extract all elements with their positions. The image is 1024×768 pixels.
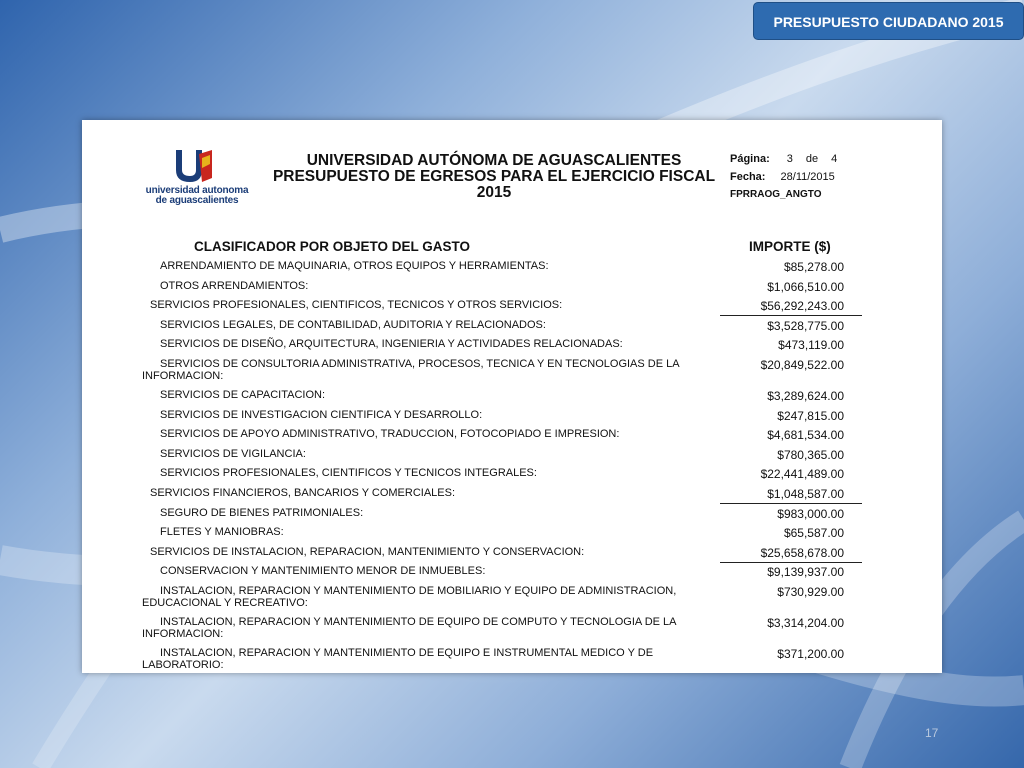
table-row xyxy=(82,645,942,673)
row-description: OTROS ARRENDAMIENTOS: xyxy=(160,279,309,292)
university-emblem-icon xyxy=(172,148,222,184)
row-amount: $1,066,510.00 xyxy=(767,279,844,294)
presentation-title-badge: PRESUPUESTO CIUDADANO 2015 xyxy=(753,2,1024,40)
row-amount: $9,139,937.00 xyxy=(767,565,844,580)
page-value: 3 xyxy=(786,153,793,165)
university-logo xyxy=(138,148,256,210)
row-description xyxy=(142,615,800,640)
row-description: SERVICIOS DE VIGILANCIA: xyxy=(160,447,306,460)
table-row xyxy=(82,297,942,317)
row-description-line1: INSTALACION, REPARACION Y MANTENIMIENTO DE EQUIPO DE COMPUTO Y TECNOLOGIA DE LA xyxy=(160,615,677,628)
row-amount: $371,200.00 xyxy=(777,646,844,661)
row-amount: $983,000.00 xyxy=(777,506,844,521)
table-row xyxy=(82,505,942,525)
row-amount: $473,119.00 xyxy=(778,338,844,353)
row-amount: $247,815.00 xyxy=(777,408,844,423)
row-amount: $20,849,522.00 xyxy=(760,357,844,372)
row-description: CONSERVACION Y MANTENIMIENTO MENOR DE INMUEBLES: xyxy=(160,565,486,578)
row-description: SERVICIOS DE INSTALACION, REPARACION, MANTENIMIENTO Y CONSERVACION: xyxy=(150,545,585,558)
table-row xyxy=(82,524,942,544)
table-row xyxy=(82,426,942,446)
date-label: Fecha: xyxy=(730,171,766,183)
budget-rows xyxy=(82,258,942,673)
row-description: SERVICIOS LEGALES, DE CONTABILIDAD, AUDITORIA Y RELACIONADOS: xyxy=(160,318,546,331)
row-description-line1: SERVICIOS DE CONSULTORIA ADMINISTRATIVA, PROCESOS, TECNICA Y EN TECNOLOGIAS DE LA xyxy=(160,357,680,370)
row-description-line1: INSTALACION, REPARACION Y MANTENIMIENTO DE EQUIPO E INSTRUMENTAL MEDICO Y DE xyxy=(160,646,654,659)
title-line: 2015 xyxy=(476,184,512,201)
row-amount: $1,048,587.00 xyxy=(720,487,862,504)
row-amount: $4,681,534.00 xyxy=(767,428,844,443)
page-total: 4 xyxy=(831,153,838,165)
row-description xyxy=(142,357,800,382)
table-row xyxy=(82,278,942,298)
row-description: SERVICIOS PROFESIONALES, CIENTIFICOS, TECNICOS Y OTROS SERVICIOS: xyxy=(150,299,563,312)
table-row xyxy=(82,465,942,485)
row-amount: $3,528,775.00 xyxy=(767,318,844,333)
document-title xyxy=(252,153,736,201)
row-amount: $22,441,489.00 xyxy=(760,467,844,482)
table-row xyxy=(82,407,942,427)
page-of-label: de xyxy=(805,153,819,165)
budget-document-page xyxy=(82,120,942,673)
row-description: ARRENDAMIENTO DE MAQUINARIA, OTROS EQUIPOS Y HERRAMIENTAS: xyxy=(160,260,549,272)
row-description: SERVICIOS DE APOYO ADMINISTRATIVO, TRADUCCION, FOTOCOPIADO E IMPRESION: xyxy=(160,428,620,441)
row-amount: $56,292,243.00 xyxy=(720,299,862,316)
row-description: SERVICIOS DE CAPACITACION: xyxy=(160,388,326,401)
table-row xyxy=(82,583,942,614)
row-description xyxy=(142,584,800,609)
column-header-amount: IMPORTE ($) xyxy=(749,239,831,254)
table-row xyxy=(82,317,942,337)
logo-text-line1: universidad autonoma xyxy=(145,185,249,196)
report-code: FPRRAOG_ANGTO xyxy=(730,189,822,200)
row-description-line2: LABORATORIO: xyxy=(142,658,224,671)
row-amount: $730,929.00 xyxy=(777,584,844,599)
row-description: SERVICIOS DE DISEÑO, ARQUITECTURA, INGENIERIA Y ACTIVIDADES RELACIONADAS: xyxy=(160,338,623,351)
row-amount: $65,587.00 xyxy=(783,526,844,541)
table-row xyxy=(82,446,942,466)
date-value: 28/11/2015 xyxy=(780,171,835,183)
row-amount: $780,365.00 xyxy=(777,447,844,462)
row-description: SERVICIOS PROFESIONALES, CIENTIFICOS Y TECNICOS INTEGRALES: xyxy=(160,467,537,480)
row-description-line1: INSTALACION, REPARACION Y MANTENIMIENTO DE MOBILIARIO Y EQUIPO DE ADMINISTRACION, xyxy=(160,584,677,597)
table-row xyxy=(82,387,942,407)
table-row xyxy=(82,485,942,505)
row-description-line2: EDUCACIONAL Y RECREATIVO: xyxy=(142,596,308,609)
slide-page-number: 17 xyxy=(925,726,939,740)
row-description: SEGURO DE BIENES PATRIMONIALES: xyxy=(160,506,364,519)
title-line: PRESUPUESTO DE EGRESOS PARA EL EJERCICIO FISCAL xyxy=(272,168,716,185)
table-row xyxy=(82,614,942,645)
row-description: SERVICIOS DE INVESTIGACION CIENTIFICA Y DESARROLLO: xyxy=(160,408,483,421)
row-amount: $3,289,624.00 xyxy=(767,388,844,403)
logo-text-line2: de aguascalientes xyxy=(155,195,239,206)
table-row xyxy=(82,258,942,278)
table-row xyxy=(82,356,942,387)
row-amount: $25,658,678.00 xyxy=(720,546,862,563)
row-amount: $85,278.00 xyxy=(783,260,844,274)
table-row xyxy=(82,544,942,564)
row-description-line2: INFORMACION: xyxy=(142,627,224,640)
table-row xyxy=(82,563,942,583)
row-description-line2: INFORMACION: xyxy=(142,369,224,382)
row-description xyxy=(142,646,800,671)
row-description: FLETES Y MANIOBRAS: xyxy=(160,526,284,539)
column-header-concept: CLASIFICADOR POR OBJETO DEL GASTO xyxy=(194,239,471,254)
title-line: UNIVERSIDAD AUTÓNOMA DE AGUASCALIENTES xyxy=(306,152,682,169)
page-label: Página: xyxy=(730,153,770,165)
document-meta xyxy=(730,153,837,207)
row-amount: $3,314,204.00 xyxy=(767,615,844,630)
table-row xyxy=(82,336,942,356)
row-description: SERVICIOS FINANCIEROS, BANCARIOS Y COMERCIALES: xyxy=(150,486,456,499)
